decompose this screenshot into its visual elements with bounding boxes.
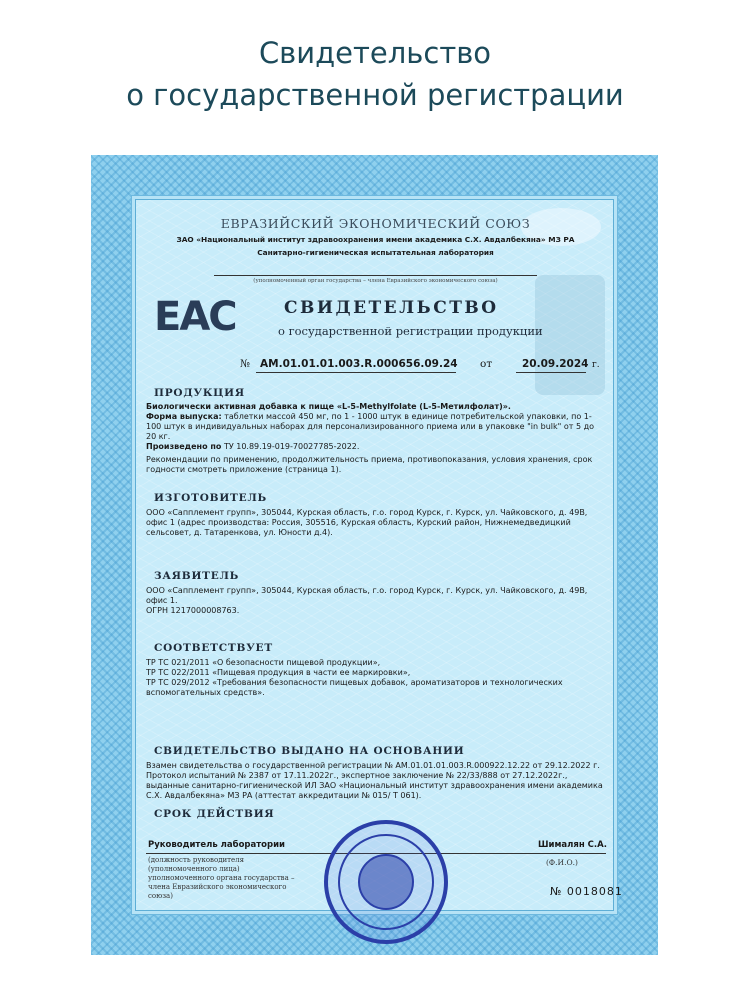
union-title: ЕВРАЗИЙСКИЙ ЭКОНОМИЧЕСКИЙ СОЮЗ: [220, 216, 531, 231]
conforms-heading: СООТВЕТСТВУЕТ: [154, 642, 273, 654]
produced-text: ТУ 10.89.19-019-70027785-2022.: [223, 442, 360, 451]
divider: [256, 372, 456, 373]
eac-mark-icon: ЕАС: [154, 294, 236, 340]
validity-heading: СРОК ДЕЙСТВИЯ: [154, 808, 275, 820]
conforms-line: ТР ТС 021/2011 «О безопасности пищевой продукции»,: [146, 658, 381, 667]
manufacturer-heading: ИЗГОТОВИТЕЛЬ: [154, 492, 268, 504]
divider: [516, 372, 586, 373]
date-prefix: от: [480, 358, 493, 370]
certificate-subtitle: о государственной регистрации продукции: [278, 324, 543, 338]
certificate-number: AM.01.01.01.003.R.000656.09.24: [260, 358, 458, 370]
certificate-body: [135, 199, 623, 911]
authority-note: (уполномоченный орган государства – члена Евразийского экономического союза): [253, 278, 498, 284]
conforms-line: ТР ТС 029/2012 «Требования безопасности пищевых добавок, ароматизаторов и технологических вспомогательных средств».: [146, 678, 563, 697]
manufacturer-text: ООО «Сапплемент групп», 305044, Курская область, г.о. город Курск, г. Курск, ул. Чайковского, д. 49В, офис 1 (адрес производства: Россия, 305516, Курская область, Курский район, Нижнемедведицкий сельсовет, д. Татаренкова, ул. Юности д.4).: [146, 508, 588, 537]
produced-by: [146, 442, 606, 452]
release-form: [146, 412, 606, 442]
year-suffix: г.: [592, 360, 600, 370]
recommendations: Рекомендации по применению, продолжительность приема, противопоказания, условия хранения, срок годности смотреть приложение (страница 1).: [146, 455, 593, 474]
page-heading-line2: о государственной регистрации: [126, 78, 624, 112]
produced-label: Произведено по: [146, 442, 222, 451]
page-heading-line1: Свидетельство: [258, 36, 492, 70]
page-heading: [0, 32, 750, 116]
laboratory-name: Санитарно-гигиеническая испытательная лаборатория: [257, 248, 494, 257]
product-block: [146, 402, 606, 475]
basis-text: Взамен свидетельства о государственной регистрации № AM.01.01.01.003.R.000922.12.22 от 29.12.2022 г. Протокол испытаний № 2387 от 17.11.2022г., экспертное заключение № 22/33/888 от 27.12.2022г., выданные санитарно-гигиенической ИЛ ЗАО «Национальный институт здравоохранения имени академика С.Х. Авдалбекяна» МЗ РА (аттестат аккредитации № 015/ Т 061).: [146, 761, 603, 800]
conforms-line: ТР ТС 022/2011 «Пищевая продукция в части ее маркировки»,: [146, 668, 411, 677]
applicant-heading: ЗАЯВИТЕЛЬ: [154, 570, 240, 582]
product-heading: ПРОДУКЦИЯ: [154, 387, 245, 399]
applicant-block: [146, 586, 606, 616]
form-text: таблетки массой 450 мг, по 1 - 1000 штук в единице потребительской упаковки, по 1-100 штук в индивидуальных наборах для персонализированного приема или в упаковке "in bulk" от 5 до 20 кг.: [146, 412, 595, 441]
signatory-name: Шималян С.А.: [538, 840, 607, 850]
product-name: Биологически активная добавка к пище «L-5-Methylfolate (L-5-Метилфолат)».: [146, 402, 511, 411]
watermark: [535, 275, 605, 395]
form-label: Форма выпуска:: [146, 412, 222, 421]
institute-name: ЗАО «Национальный институт здравоохранения имени академика С.Х. Авдалбекяна» МЗ РА: [176, 235, 575, 244]
signatory-role: Руководитель лаборатории: [148, 840, 285, 850]
applicant-ogrn: ОГРН 1217000008763.: [146, 606, 240, 615]
serial-number: № 0018081: [550, 885, 623, 898]
applicant-text: ООО «Сапплемент групп», 305044, Курская область, г.о. город Курск, г. Курск, ул. Чайковского, д. 49В, офис 1.: [146, 586, 588, 605]
certificate-title: СВИДЕТЕЛЬСТВО: [284, 298, 499, 318]
certificate-image: [91, 155, 658, 955]
conforms-block: [146, 658, 606, 698]
seal-emblem-icon: [358, 854, 414, 910]
certificate-date: 20.09.2024: [522, 358, 589, 370]
seal-stamp-icon: [324, 820, 448, 944]
divider: [214, 275, 537, 276]
fio-label: (Ф.И.О.): [546, 858, 578, 867]
signatory-note: (должность руководителя (уполномоченного лица) уполномоченного органа государства – члена Евразийского экономического союза): [148, 856, 295, 900]
basis-heading: СВИДЕТЕЛЬСТВО ВЫДАНО НА ОСНОВАНИИ: [154, 745, 465, 757]
number-prefix: №: [240, 358, 250, 370]
